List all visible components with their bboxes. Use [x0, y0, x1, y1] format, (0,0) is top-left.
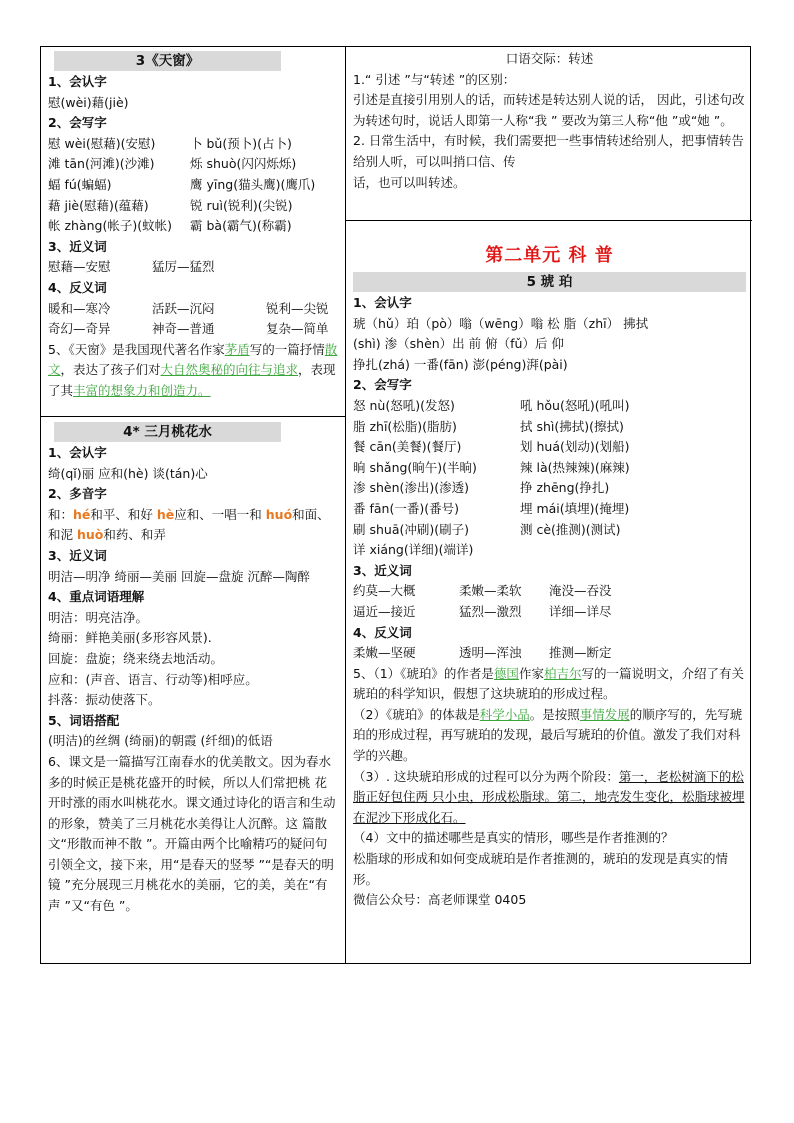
section-heading: 3、近义词 [353, 562, 412, 578]
word-entry: 逼近—接近 [353, 603, 416, 619]
collocation-line: (明洁)的丝绸 (绮丽)的朝霞 (纤细)的低语 [48, 733, 273, 749]
section-heading: 1、会认字 [353, 295, 412, 310]
word-entry: 霸 bà(霸气)(称霸) [190, 218, 292, 234]
text-line: 琥（hǔ）珀（pò）嗡（wēng）嗡 松 脂（zhī） 拂拭 [353, 315, 649, 331]
word-entry: 活跃—沉闷 [152, 300, 215, 316]
unit-title: 第二单元 科 普 [485, 245, 614, 266]
word-entry: 藉 jiè(慰藉)(蕴藉) [48, 197, 149, 213]
word-entry: 神奇—普通 [152, 321, 215, 337]
wechat-footer: 微信公众号：高老师课堂 0405 [353, 892, 527, 908]
highlight-power: 丰富的想象力和创造力。 [73, 382, 211, 398]
word-pair-row [48, 134, 339, 155]
antonym-row [48, 319, 339, 340]
oral-title: 口语交际：转述 [505, 51, 594, 66]
antonym-row [48, 299, 339, 320]
lesson-5-title: 5 琥 珀 [353, 272, 746, 292]
lesson-5-point-1 [353, 664, 746, 705]
text: 。是按照 [529, 706, 580, 722]
word-entry: 挣 zhēng(挣扎) [520, 480, 610, 496]
text: （3）. 这块琥珀形成的过程可以分为两个阶段： [353, 768, 619, 784]
highlight-genre: 科学小品 [479, 706, 530, 722]
divider [346, 220, 752, 221]
word-pair-row [353, 437, 746, 458]
lesson-4-summary: 6、课文是一篇描写江南春水的优美散文。因为春水多的时候正是桃花盛开的时候，所以人们常把桃 花开时涨的雨水叫桃花水。课文通过诗化的语言和生动的形象，赞美了三月桃花水美得让人沉醉。这 篇散文“形散而神不散 ”。开篇由两个比喻精巧的疑问句引领全文，接下来，用“是春天的竖琴 ”“是春天的明镜 ”充分展现三月桃花水的美丽，它的美，美在“有声 ”又“有色 ”。 [48, 753, 336, 914]
lesson-5-point-4: （4）文中的描述哪些是真实的情形，哪些是作者推测的？ [353, 830, 674, 846]
word-entry: 柔嫩—坚硬 [353, 645, 416, 661]
synonym-row [48, 257, 339, 278]
word-entry: 锐利—尖锐 [266, 300, 329, 316]
word-pair-row [353, 417, 746, 438]
text-line: 绮(qǐ)丽 应和(hè) 谈(tán)心 [48, 465, 208, 481]
word-entry: 详细—详尽 [549, 603, 612, 619]
section-heading: 4、反义词 [48, 279, 107, 295]
text-line: 慰(wèi)藉(jiè) [48, 94, 129, 110]
highlight-author: 柏吉尔 [543, 665, 582, 681]
word-entry: 怒 nù(怒吼)(发怒) [353, 397, 455, 413]
word-pair-row [353, 540, 746, 561]
word-pair-row [48, 175, 339, 196]
right-column [346, 47, 752, 963]
word-entry: 淹没—吞没 [549, 583, 612, 599]
section-heading: 4、反义词 [353, 624, 412, 640]
word-entry: 慰 wèi(慰藉)(安慰) [48, 135, 156, 151]
word-pair-row [48, 196, 339, 217]
section-heading: 2、会写字 [353, 377, 412, 393]
left-column [41, 47, 346, 963]
lesson-4-section [41, 418, 345, 917]
word-entry: 晌 shǎng(晌午)(半晌) [353, 459, 477, 475]
highlight-genre: 散文 [48, 341, 338, 378]
text: 应和、一唱一和 [174, 506, 266, 522]
text: 5、《天窗》是我国现代著名作家 [48, 341, 225, 357]
word-pair-row [353, 396, 746, 417]
definition-line: 明洁：明亮洁净。 [48, 609, 149, 625]
word-entry: 透明—浑浊 [459, 645, 522, 661]
antonym-row [353, 643, 746, 664]
lesson-3-section [41, 47, 345, 402]
word-entry: 埋 mái(填埋)(掩埋) [520, 500, 630, 516]
text-line: (shì) 渗（shèn）出 前 俯（fǔ）后 仰 [353, 336, 564, 352]
pinyin-highlight: hé [73, 506, 91, 522]
paragraph: 2. 日常生活中，有时候，我们需要把一些事情转述给别人，把事情转告给别人听，可以叫捎口信、传 [353, 133, 744, 169]
polyphone-line [48, 505, 339, 546]
highlight-country: 德国 [493, 665, 519, 681]
text: 5、（1）《琥珀》的作者是 [353, 665, 494, 681]
word-entry: 划 huá(划动)(划船) [520, 439, 630, 455]
section-heading: 3、近义词 [48, 238, 107, 254]
text: 和： [48, 506, 74, 522]
word-pair-row [48, 216, 339, 237]
synonym-row [353, 581, 746, 602]
definition-line: 回旋：盘旋；绕来绕去地活动。 [48, 650, 224, 666]
text: 情 [312, 341, 325, 357]
definition-line: 应和：(声音、语言、行动等)相呼应。 [48, 671, 258, 687]
highlight-order: 事情发展 [579, 706, 630, 722]
lesson-4-title: 4* 三月桃花水 [54, 422, 281, 442]
synonym-row [353, 602, 746, 623]
word-entry: 复杂—简单 [266, 321, 329, 337]
lesson-5-point-3 [353, 767, 746, 829]
word-entry: 烁 shuò(闪闪烁烁) [190, 156, 297, 172]
lesson-3-title: 3《天窗》 [54, 51, 281, 71]
text-line: 1.“ 引述 ”与“转述 ”的区别： [353, 71, 516, 87]
word-entry: 番 fān(一番)(番号) [353, 500, 459, 516]
word-entry: 暖和—寒冷 [48, 300, 111, 316]
text: （2）《琥珀》的体裁是 [353, 706, 480, 722]
lesson-3-summary [48, 340, 339, 402]
word-entry: 餐 cān(美餐)(餐厅) [353, 439, 462, 455]
definition-line: 绮丽：鲜艳美丽(多形容风景). [48, 630, 212, 646]
section-heading: 1、会认字 [48, 445, 107, 460]
word-entry: 奇幻—奇异 [48, 321, 111, 337]
word-entry: 鹰 yīng(猫头鹰)(鹰爪) [190, 176, 316, 192]
section-heading: 4、重点词语理解 [48, 589, 145, 605]
word-entry: 测 cè(推测)(测试) [520, 521, 621, 537]
word-entry: 详 xiáng(详细)(端详) [353, 542, 474, 558]
highlight-author: 茅盾 [224, 341, 250, 357]
paragraph: 引述是直接引用别人的话，而转述是转达别人说的话， 因此，引述句改为转述句时，说话人即第一人称“我 ” 要改为第三人称“他 ”或“她 ”。 [353, 92, 745, 128]
text-line: 话，也可以叫转述。 [353, 174, 466, 190]
word-entry: 锐 ruì(锐利)(尖锐) [190, 197, 293, 213]
word-entry: 猛烈—激烈 [459, 603, 522, 619]
text: 写的一篇抒 [249, 341, 313, 357]
word-pair-row [353, 520, 746, 541]
word-entry: 拭 shì(拂拭)(擦拭) [520, 418, 624, 434]
word-entry: 慰藉—安慰 [48, 259, 111, 275]
text: 和平、和好 [90, 506, 157, 522]
word-entry: 刷 shuā(冲刷)(刷子) [353, 521, 469, 537]
section-heading: 1、会认字 [48, 74, 107, 89]
definition-line: 抖落：振动使落下。 [48, 692, 161, 708]
word-pair-row [353, 478, 746, 499]
lesson-5-point-2 [353, 705, 746, 767]
word-entry: 渗 shèn(渗出)(渗透) [353, 480, 470, 496]
synonym-line: 明洁—明净 绮丽—美丽 回旋—盘旋 沉醉—陶醉 [48, 568, 310, 584]
lesson-5-section [346, 240, 752, 911]
text: 和面、和泥 [48, 506, 330, 543]
word-entry: 约莫—大概 [353, 583, 416, 599]
word-entry: 卜 bǔ(预卜)(占卜) [190, 135, 292, 151]
page-frame [40, 46, 751, 964]
text: 的顺序写的，先写琥珀的形成过程，再写琥珀的发现，最后写琥珀的价值。激发了我们对科学的兴趣。 [353, 706, 743, 764]
divider [41, 416, 345, 417]
word-pair-row [353, 499, 746, 520]
underlined-answer: 第一，老松树滴下的松脂正好包住两 只小虫，形成松脂球。第二，地壳发生变化，松脂球被埋在泥沙下形成化石。 [353, 768, 745, 825]
word-entry: 猛厉—猛烈 [152, 259, 215, 275]
oral-communication-section [346, 47, 752, 193]
word-pair-row [48, 154, 339, 175]
highlight-theme: 大自然奥秘的向往与追求 [160, 362, 299, 378]
word-pair-row [353, 458, 746, 479]
lesson-5-answer-4: 松脂球的形成和如何变成琥珀是作者推测的，琥珀的发现是真实的情形。 [353, 851, 729, 887]
text: ，表现了其 [48, 362, 336, 398]
word-entry: 辣 là(热辣辣)(麻辣) [520, 459, 630, 475]
section-heading: 5、词语搭配 [48, 712, 120, 728]
word-entry: 脂 zhī(松脂)(脂肪) [353, 418, 457, 434]
text: ，表达了孩子们对 [60, 362, 161, 378]
pinyin-highlight: huó [265, 506, 293, 522]
section-heading: 2、会写字 [48, 115, 107, 131]
word-entry: 推测—断定 [549, 645, 612, 661]
text: 作家 [518, 665, 544, 681]
pinyin-highlight: huò [76, 527, 104, 543]
pinyin-highlight: hè [156, 506, 175, 522]
text: 写的一篇说明文，介绍了有关琥珀的科学知识，假想了这块琥珀的形成过程。 [353, 665, 744, 702]
word-entry: 吼 hǒu(怒吼)(吼叫) [520, 397, 630, 413]
section-heading: 2、多音字 [48, 486, 107, 502]
word-entry: 帐 zhàng(帐子)(蚊帐) [48, 218, 172, 234]
text-line: 挣扎(zhá) 一番(fān) 澎(péng)湃(pài) [353, 356, 568, 372]
section-heading: 3、近义词 [48, 547, 107, 563]
word-entry: 蝠 fú(蝙蝠) [48, 176, 112, 192]
word-entry: 柔嫩—柔软 [459, 583, 522, 599]
text: 和药、和弄 [103, 527, 166, 543]
word-entry: 滩 tān(河滩)(沙滩) [48, 156, 155, 172]
